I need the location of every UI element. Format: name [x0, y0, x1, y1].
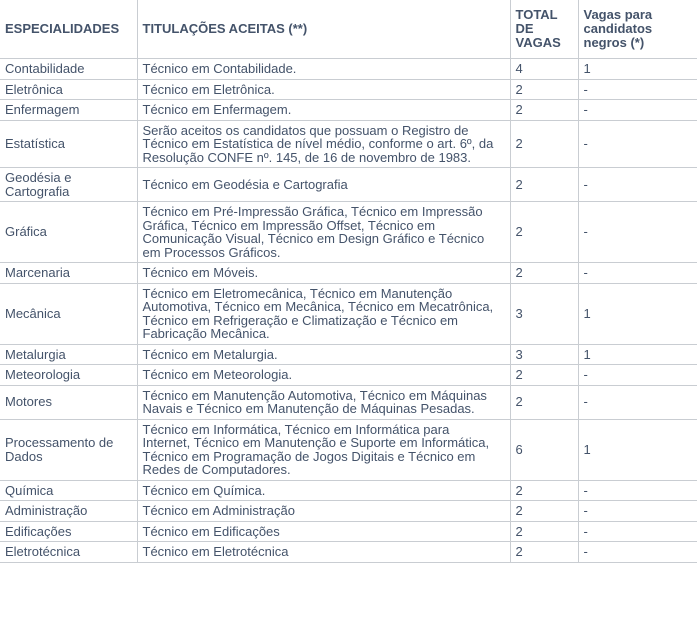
- table-row: [0, 344, 697, 365]
- header-vagas-candidatos-negros: Vagas para candidatos negros (*): [578, 0, 697, 59]
- qualifications-cell: Técnico em Informática, Técnico em Informática para Internet, Técnico em Manutenção e Suporte em Informática, Técnico em Programação de Jogos Digitais e Técnico em Redes de Computadores.: [137, 419, 510, 480]
- qualifications-cell: Técnico em Eletrotécnica: [137, 542, 510, 563]
- specialty-cell: Enfermagem: [0, 100, 137, 121]
- vagas-negros-cell: 1: [578, 59, 697, 80]
- vagas-negros-cell: -: [578, 542, 697, 563]
- qualifications-cell: Técnico em Metalurgia.: [137, 344, 510, 365]
- vagas-negros-cell: -: [578, 120, 697, 168]
- total-vagas-cell: 2: [510, 521, 578, 542]
- total-vagas-cell: 2: [510, 79, 578, 100]
- specialty-cell: Mecânica: [0, 283, 137, 344]
- table-row: [0, 263, 697, 284]
- specialty-cell: Eletrotécnica: [0, 542, 137, 563]
- total-vagas-cell: 2: [510, 202, 578, 263]
- vagas-negros-cell: 1: [578, 419, 697, 480]
- vagas-negros-cell: -: [578, 501, 697, 522]
- specialty-cell: Administração: [0, 501, 137, 522]
- specialty-cell: Edificações: [0, 521, 137, 542]
- total-vagas-cell: 2: [510, 385, 578, 419]
- table-row: [0, 365, 697, 386]
- vagas-negros-cell: -: [578, 480, 697, 501]
- table-row: [0, 59, 697, 80]
- total-vagas-cell: 2: [510, 365, 578, 386]
- specialty-cell: Contabilidade: [0, 59, 137, 80]
- specialty-cell: Processamento de Dados: [0, 419, 137, 480]
- table-header-row: [0, 0, 697, 59]
- total-vagas-cell: 2: [510, 120, 578, 168]
- total-vagas-cell: 6: [510, 419, 578, 480]
- table-row: [0, 542, 697, 563]
- table-row: [0, 79, 697, 100]
- specialty-cell: Eletrônica: [0, 79, 137, 100]
- total-vagas-cell: 4: [510, 59, 578, 80]
- qualifications-cell: Técnico em Administração: [137, 501, 510, 522]
- qualifications-cell: Técnico em Eletrônica.: [137, 79, 510, 100]
- total-vagas-cell: 2: [510, 100, 578, 121]
- vagas-negros-cell: 1: [578, 283, 697, 344]
- vagas-negros-cell: -: [578, 385, 697, 419]
- qualifications-cell: Técnico em Química.: [137, 480, 510, 501]
- header-especialidades: ESPECIALIDADES: [0, 0, 137, 59]
- vagas-negros-cell: -: [578, 365, 697, 386]
- vagas-negros-cell: -: [578, 263, 697, 284]
- total-vagas-cell: 2: [510, 263, 578, 284]
- table-row: [0, 501, 697, 522]
- table-row: [0, 480, 697, 501]
- qualifications-cell: Técnico em Contabilidade.: [137, 59, 510, 80]
- vagas-negros-cell: -: [578, 202, 697, 263]
- vagas-negros-cell: -: [578, 79, 697, 100]
- total-vagas-cell: 2: [510, 480, 578, 501]
- total-vagas-cell: 3: [510, 344, 578, 365]
- vagas-negros-cell: -: [578, 521, 697, 542]
- specialty-cell: Marcenaria: [0, 263, 137, 284]
- specialty-cell: Gráfica: [0, 202, 137, 263]
- table-row: [0, 120, 697, 168]
- qualifications-cell: Técnico em Edificações: [137, 521, 510, 542]
- qualifications-cell: Técnico em Pré-Impressão Gráfica, Técnico em Impressão Gráfica, Técnico em Impressão Offset, Técnico em Comunicação Visual, Técnico em Design Gráfico e Técnico em Processos Gráficos.: [137, 202, 510, 263]
- table-body: [0, 59, 697, 563]
- specialty-cell: Estatística: [0, 120, 137, 168]
- vagas-negros-cell: -: [578, 168, 697, 202]
- specialty-cell: Motores: [0, 385, 137, 419]
- header-titulacoes-aceitas: TITULAÇÕES ACEITAS (**): [137, 0, 510, 59]
- specialty-cell: Meteorologia: [0, 365, 137, 386]
- table-row: [0, 283, 697, 344]
- table-row: [0, 419, 697, 480]
- header-total-de-vagas: TOTAL DE VAGAS: [510, 0, 578, 59]
- table-row: [0, 385, 697, 419]
- qualifications-cell: Técnico em Móveis.: [137, 263, 510, 284]
- vagas-negros-cell: 1: [578, 344, 697, 365]
- specialty-cell: Metalurgia: [0, 344, 137, 365]
- qualifications-cell: Técnico em Meteorologia.: [137, 365, 510, 386]
- specialty-cell: Química: [0, 480, 137, 501]
- table-row: [0, 202, 697, 263]
- total-vagas-cell: 2: [510, 542, 578, 563]
- qualifications-cell: Técnico em Geodésia e Cartografia: [137, 168, 510, 202]
- specialty-cell: Geodésia e Cartografia: [0, 168, 137, 202]
- total-vagas-cell: 3: [510, 283, 578, 344]
- table-row: [0, 168, 697, 202]
- vagas-negros-cell: -: [578, 100, 697, 121]
- table-row: [0, 100, 697, 121]
- total-vagas-cell: 2: [510, 168, 578, 202]
- qualifications-cell: Técnico em Enfermagem.: [137, 100, 510, 121]
- total-vagas-cell: 2: [510, 501, 578, 522]
- qualifications-cell: Técnico em Manutenção Automotiva, Técnico em Máquinas Navais e Técnico em Manutenção de Máquinas Pesadas.: [137, 385, 510, 419]
- table-row: [0, 521, 697, 542]
- qualifications-cell: Técnico em Eletromecânica, Técnico em Manutenção Automotiva, Técnico em Mecânica, Técnico em Mecatrônica, Técnico em Refrigeração e Climatização e Técnico em Fabricação Mecânica.: [137, 283, 510, 344]
- qualifications-cell: Serão aceitos os candidatos que possuam o Registro de Técnico em Estatística de nível médio, conforme o art. 6º, da Resolução CONFE nº. 145, de 16 de novembro de 1983.: [137, 120, 510, 168]
